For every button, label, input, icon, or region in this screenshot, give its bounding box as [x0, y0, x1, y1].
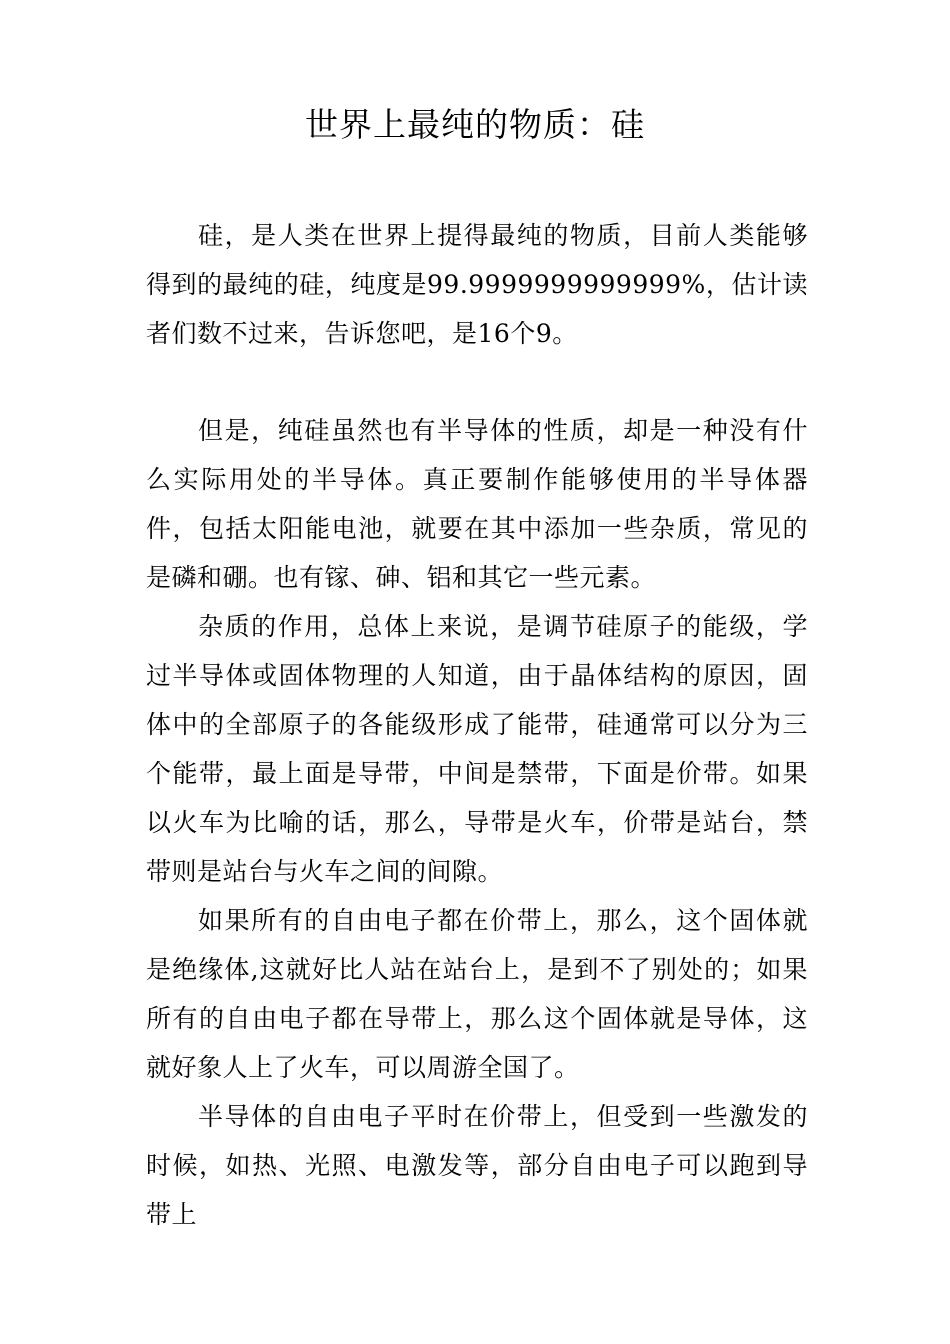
paragraph-4: 如果所有的自由电子都在价带上，那么，这个固体就是绝缘体,这就好比人站在站台上，是到不了别处的；如果所有的自由电子都在导带上，那么这个固体就是导体，这就好象人上了火车，可以周游全国了。: [146, 906, 808, 1082]
paragraph-5: 半导体的自由电子平时在价带上，但受到一些激发的时候，如热、光照、电激发等，部分自由电子可以跑到导带上: [146, 1102, 808, 1229]
document-body: [146, 211, 808, 1239]
paragraph-1: 硅，是人类在世界上提得最纯的物质，目前人类能够得到的最纯的硅，纯度是99.9999999999999%，估计读者们数不过来，告诉您吧，是16个9。: [146, 221, 808, 348]
paragraph-2: 但是，纯硅虽然也有半导体的性质，却是一种没有什么实际用处的半导体。真正要制作能够使用的半导体器件，包括太阳能电池，就要在其中添加一些杂质，常见的是磷和硼。也有镓、砷、铝和其它一些元素。: [146, 416, 808, 592]
document-title: 世界上最纯的物质：硅: [305, 105, 645, 144]
paragraph-3: 杂质的作用，总体上来说，是调节硅原子的能级，学过半导体或固体物理的人知道，由于晶体结构的原因，固体中的全部原子的各能级形成了能带，硅通常可以分为三个能带，最上面是导带，中间是禁带，下面是价带。如果以火车为比喻的话，那么，导带是火车，价带是站台，禁带则是站台与火车之间的间隙。: [146, 612, 808, 886]
